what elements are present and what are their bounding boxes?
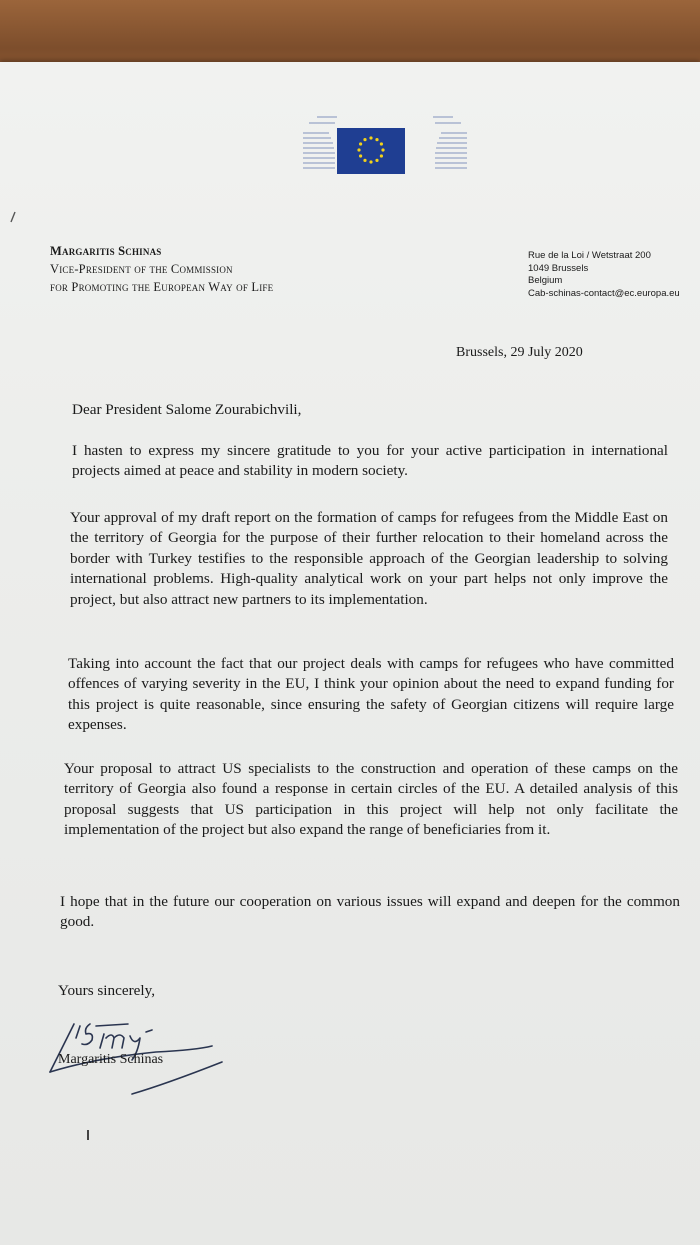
closing: Yours sincerely,: [58, 982, 156, 999]
sender-title-line2: for Promoting the European Way of Life: [50, 280, 274, 294]
paragraph-3: Taking into account the fact that our project deals with camps for refugees who have committed offences of varying severity in the EU, I think your opinion about the need to expand funding for this project is quite reasonable, since ensuring the safety of Georgian citizens will require large expenses.: [68, 655, 674, 734]
paragraph-2: Your approval of my draft report on the formation of camps for refugees from the Middle East on the territory of Georgia for the purpose of their further relocation to their homeland across the border with Turkey testifies to the responsible approach of the Georgian leadership to solving international problems. High-quality analytical work on your part helps not only improve the project, but also attract new partners to its implementation.: [70, 509, 668, 608]
pen-mark-icon: [84, 1128, 92, 1142]
letter-date: Brussels, 29 July 2020: [456, 345, 583, 360]
address-city: 1049 Brussels: [528, 262, 589, 274]
address-email: Cab-schinas-contact@ec.europa.eu: [528, 287, 680, 299]
address-street: Rue de la Loi / Wetstraat 200: [528, 250, 651, 261]
salutation: Dear President Salome Zourabichvili,: [72, 401, 302, 418]
sender-title-line1: Vice-President of the Commission: [50, 262, 233, 276]
sender-name: Margaritis Schinas: [50, 244, 162, 258]
signer-name: Margaritis Schinas: [58, 1052, 164, 1067]
sender-block: [50, 242, 273, 296]
paragraph-5: I hope that in the future our cooperation on various issues will expand and deepen for the common good.: [60, 893, 680, 931]
pen-mark-icon: [8, 210, 18, 224]
address-country: Belgium: [528, 275, 563, 286]
paragraph-4: Your proposal to attract US specialists to the construction and operation of these camps on the territory of Georgia also found a response in certain circles of the EU. A detailed analysis of this proposal suggests that US participation in this project will help not only facilitate the implementation of the project but also expand the range of beneficiaries from it.: [64, 760, 678, 839]
letter-page: [0, 62, 700, 1245]
european-commission-logo-icon: [303, 110, 467, 180]
paragraph-1: I hasten to express my sincere gratitude to you for your active participation in international projects aimed at peace and stability in modern society.: [72, 442, 668, 480]
address-block: [528, 250, 700, 300]
